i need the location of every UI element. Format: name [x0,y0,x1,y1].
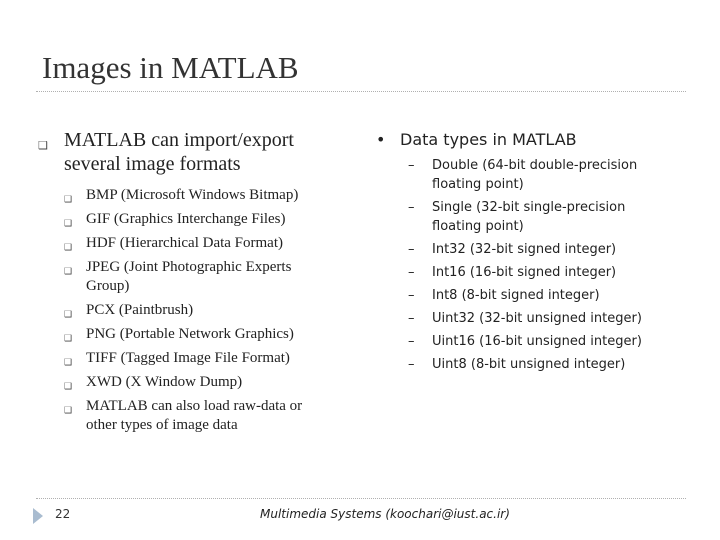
right-column [372,128,672,378]
left-heading: MATLAB can import/export several image formats [64,129,294,175]
square-bullet-icon: ❑ [64,218,73,228]
dash-bullet-icon: – [408,265,415,280]
footer-divider [36,498,686,499]
dash-bullet-icon: – [408,200,415,215]
list-item: ❑ PCX (Paintbrush) [36,301,336,320]
square-bullet-icon: ❑ [64,333,73,343]
list-item: – Uint8 (8-bit unsigned integer) [408,357,626,372]
list-item: – Uint32 (32-bit unsigned integer) [408,311,642,326]
dash-bullet-icon: – [408,158,415,173]
list-item: ❑ JPEG (Joint Photographic Experts Group) [64,259,292,294]
square-bullet-icon: ❑ [64,242,73,252]
list-item: – Double (64-bit double-precision floating point) [408,158,638,192]
square-bullet-icon: ❑ [64,266,73,276]
footer-text: Multimedia Systems (koochari@iust.ac.ir) [260,507,510,521]
dash-bullet-icon: – [408,334,415,349]
list-item: – Int32 (32-bit signed integer) [408,242,617,257]
left-column [36,128,336,440]
dash-bullet-icon: – [408,288,415,303]
list-item: ❑ MATLAB can also load raw-data or other types of image data [64,398,303,433]
list-item: ❑ BMP (Microsoft Windows Bitmap) [36,186,336,205]
page-number: 22 [55,507,71,521]
slide-footer [0,507,720,527]
list-item: ❑ TIFF (Tagged Image File Format) [36,349,336,368]
slide-title: Images in MATLAB [42,50,299,85]
format-list [36,186,336,435]
list-item: – Single (32-bit single-precision floating point) [408,200,626,234]
list-item: ❑ GIF (Graphics Interchange Files) [36,210,336,229]
list-item: – Int8 (8-bit signed integer) [408,288,600,303]
dash-bullet-icon: – [408,357,415,372]
arrow-right-icon [33,508,43,524]
datatype-list [372,156,672,374]
list-item: ❑ HDF (Hierarchical Data Format) [36,234,336,253]
square-bullet-icon: ❑ [64,357,73,367]
square-bullet-icon: ❑ [64,405,73,415]
dot-bullet-icon: • [376,130,386,149]
right-heading: Data types in MATLAB [400,130,577,149]
title-divider [36,91,686,92]
square-bullet-icon: ❑ [64,194,73,204]
right-heading-item [372,128,672,152]
list-item: – Uint16 (16-bit unsigned integer) [408,334,642,349]
square-bullet-icon: ❑ [38,140,48,152]
list-item: ❑ PNG (Portable Network Graphics) [36,325,336,344]
left-heading-item [36,128,336,176]
dash-bullet-icon: – [408,242,415,257]
square-bullet-icon: ❑ [64,381,73,391]
dash-bullet-icon: – [408,311,415,326]
list-item: – Int16 (16-bit signed integer) [408,265,617,280]
list-item: ❑ XWD (X Window Dump) [36,373,336,392]
square-bullet-icon: ❑ [64,309,73,319]
